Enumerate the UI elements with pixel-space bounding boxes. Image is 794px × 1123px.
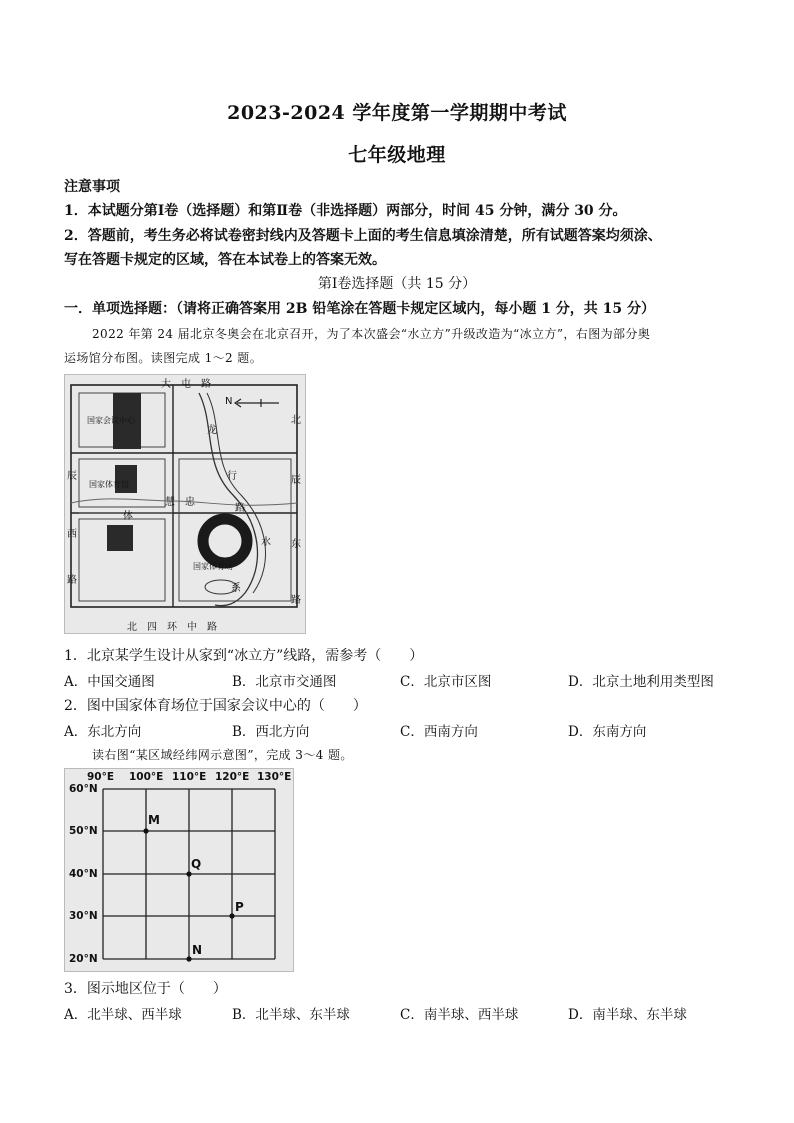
point-n-marker (186, 956, 191, 961)
notice-item-2-line-2: 写在答题卡规定的区域，答在本试卷上的答案无效。 (64, 252, 386, 268)
longitude-label-90: 90°E (87, 771, 115, 783)
longitude-label-100: 100°E (129, 771, 164, 783)
map-label-right-road-1: 北 (291, 415, 301, 426)
map-label-longxing-2: 行 (227, 471, 237, 482)
map-label-longxing-3: 路 (235, 503, 245, 514)
map-label-top-road: 大 屯 路 (161, 379, 211, 390)
map-label-right-road-2: 辰 (291, 475, 301, 486)
map-label-national-stadium: 国家体育场 (193, 562, 233, 571)
map-label-left-road-3: 路 (67, 575, 77, 586)
question-3-stem: 3．图示地区位于（ ） (64, 981, 227, 997)
lat-long-grid-map (64, 768, 294, 972)
map-label-bottom-road: 北 四 环 中 路 (127, 622, 217, 633)
question-2-option-a[interactable]: A．东北方向 (64, 724, 142, 740)
olympic-venues-map (64, 374, 306, 634)
question-3-option-c[interactable]: C．南半球、西半球 (400, 1007, 519, 1023)
map-label-left-road-1: 辰 (67, 471, 77, 482)
point-n-label: N (192, 943, 203, 957)
question-1-option-a[interactable]: A．中国交通图 (64, 674, 155, 690)
question-2-option-d[interactable]: D．东南方向 (568, 724, 647, 740)
question-2-option-b[interactable]: B．西北方向 (232, 724, 310, 740)
section-heading: 第Ⅰ卷选择题（共 15 分） (317, 276, 477, 292)
question-2-stem: 2．图中国家体育场位于国家会议中心的（ ） (64, 698, 367, 714)
intro-text-grid: 读右图“某区域经纬网示意图”，完成 3～4 题。 (92, 748, 353, 762)
point-m-marker (143, 828, 148, 833)
exam-subtitle: 七年级地理 (348, 144, 446, 166)
exam-title: 2023-2024 学年度第一学期期中考试 (227, 102, 567, 124)
question-1-option-b[interactable]: B．北京市交通图 (232, 674, 337, 690)
map-label-water-1: 水 (261, 537, 271, 548)
intro-text-line-1: 2022 年第 24 届北京冬奥会在北京召开，为了本次盛会“水立方”升级改造为“冰立方”，右图为部分奥 (92, 327, 651, 341)
map-label-convention-center: 国家会议中心 (87, 416, 135, 425)
section-instruction: 一．单项选择题：（请将正确答案用 2B 铅笔涂在答题卡规定区域内，每小题 1 分，共 15 分） (64, 301, 656, 317)
map-north-label: N (225, 396, 233, 407)
question-2-option-c[interactable]: C．西南方向 (400, 724, 478, 740)
notice-item-2-line-1: 2．答题前，考生务必将试卷密封线内及答题卡上面的考生信息填涂清楚，所有试题答案均须涂、 (64, 228, 662, 244)
longitude-label-110: 110°E (172, 771, 207, 783)
notice-item-1: 1．本试题分第Ⅰ卷（选择题）和第Ⅱ卷（非选择题）两部分，时间 45 分钟，满分 30 分。 (64, 203, 627, 219)
latitude-label-30: 30°N (69, 910, 98, 922)
latitude-label-40: 40°N (69, 868, 98, 880)
point-q-label: Q (191, 857, 202, 871)
latitude-label-60: 60°N (69, 783, 98, 795)
map-label-left-road-2: 西 (67, 529, 77, 540)
longitude-label-120: 120°E (215, 771, 250, 783)
point-p-label: P (235, 900, 244, 914)
question-3-option-b[interactable]: B．北半球、东半球 (232, 1007, 350, 1023)
map-label-wenti: 体 (123, 511, 133, 522)
latitude-label-20: 20°N (69, 953, 98, 965)
point-q-marker (186, 871, 191, 876)
map-label-right-road-4: 路 (291, 595, 301, 606)
map-label-longxing-1: 龙 (207, 425, 217, 436)
map-label-right-road-3: 东 (291, 539, 301, 550)
notice-heading: 注意事项 (64, 179, 120, 195)
lat-long-grid-svg (65, 769, 293, 971)
question-1-option-d[interactable]: D．北京土地利用类型图 (568, 674, 714, 690)
question-1-option-c[interactable]: C．北京市区图 (400, 674, 492, 690)
map-label-indoor-stadium: 国家体育馆 (89, 480, 129, 489)
map-label-huizhong: 慧 忠 (165, 497, 195, 508)
question-1-stem: 1．北京某学生设计从家到“冰立方”线路，需参考（ ） (64, 648, 424, 664)
point-m-label: M (148, 813, 160, 827)
question-3-option-a[interactable]: A．北半球、西半球 (64, 1007, 182, 1023)
point-p-marker (229, 913, 234, 918)
latitude-label-50: 50°N (69, 825, 98, 837)
longitude-label-130: 130°E (257, 771, 292, 783)
intro-text-line-2: 运场馆分布图。读图完成 1～2 题。 (64, 351, 263, 365)
question-3-option-d[interactable]: D．南半球、东半球 (568, 1007, 687, 1023)
map-label-water-2: 系 (231, 583, 241, 594)
